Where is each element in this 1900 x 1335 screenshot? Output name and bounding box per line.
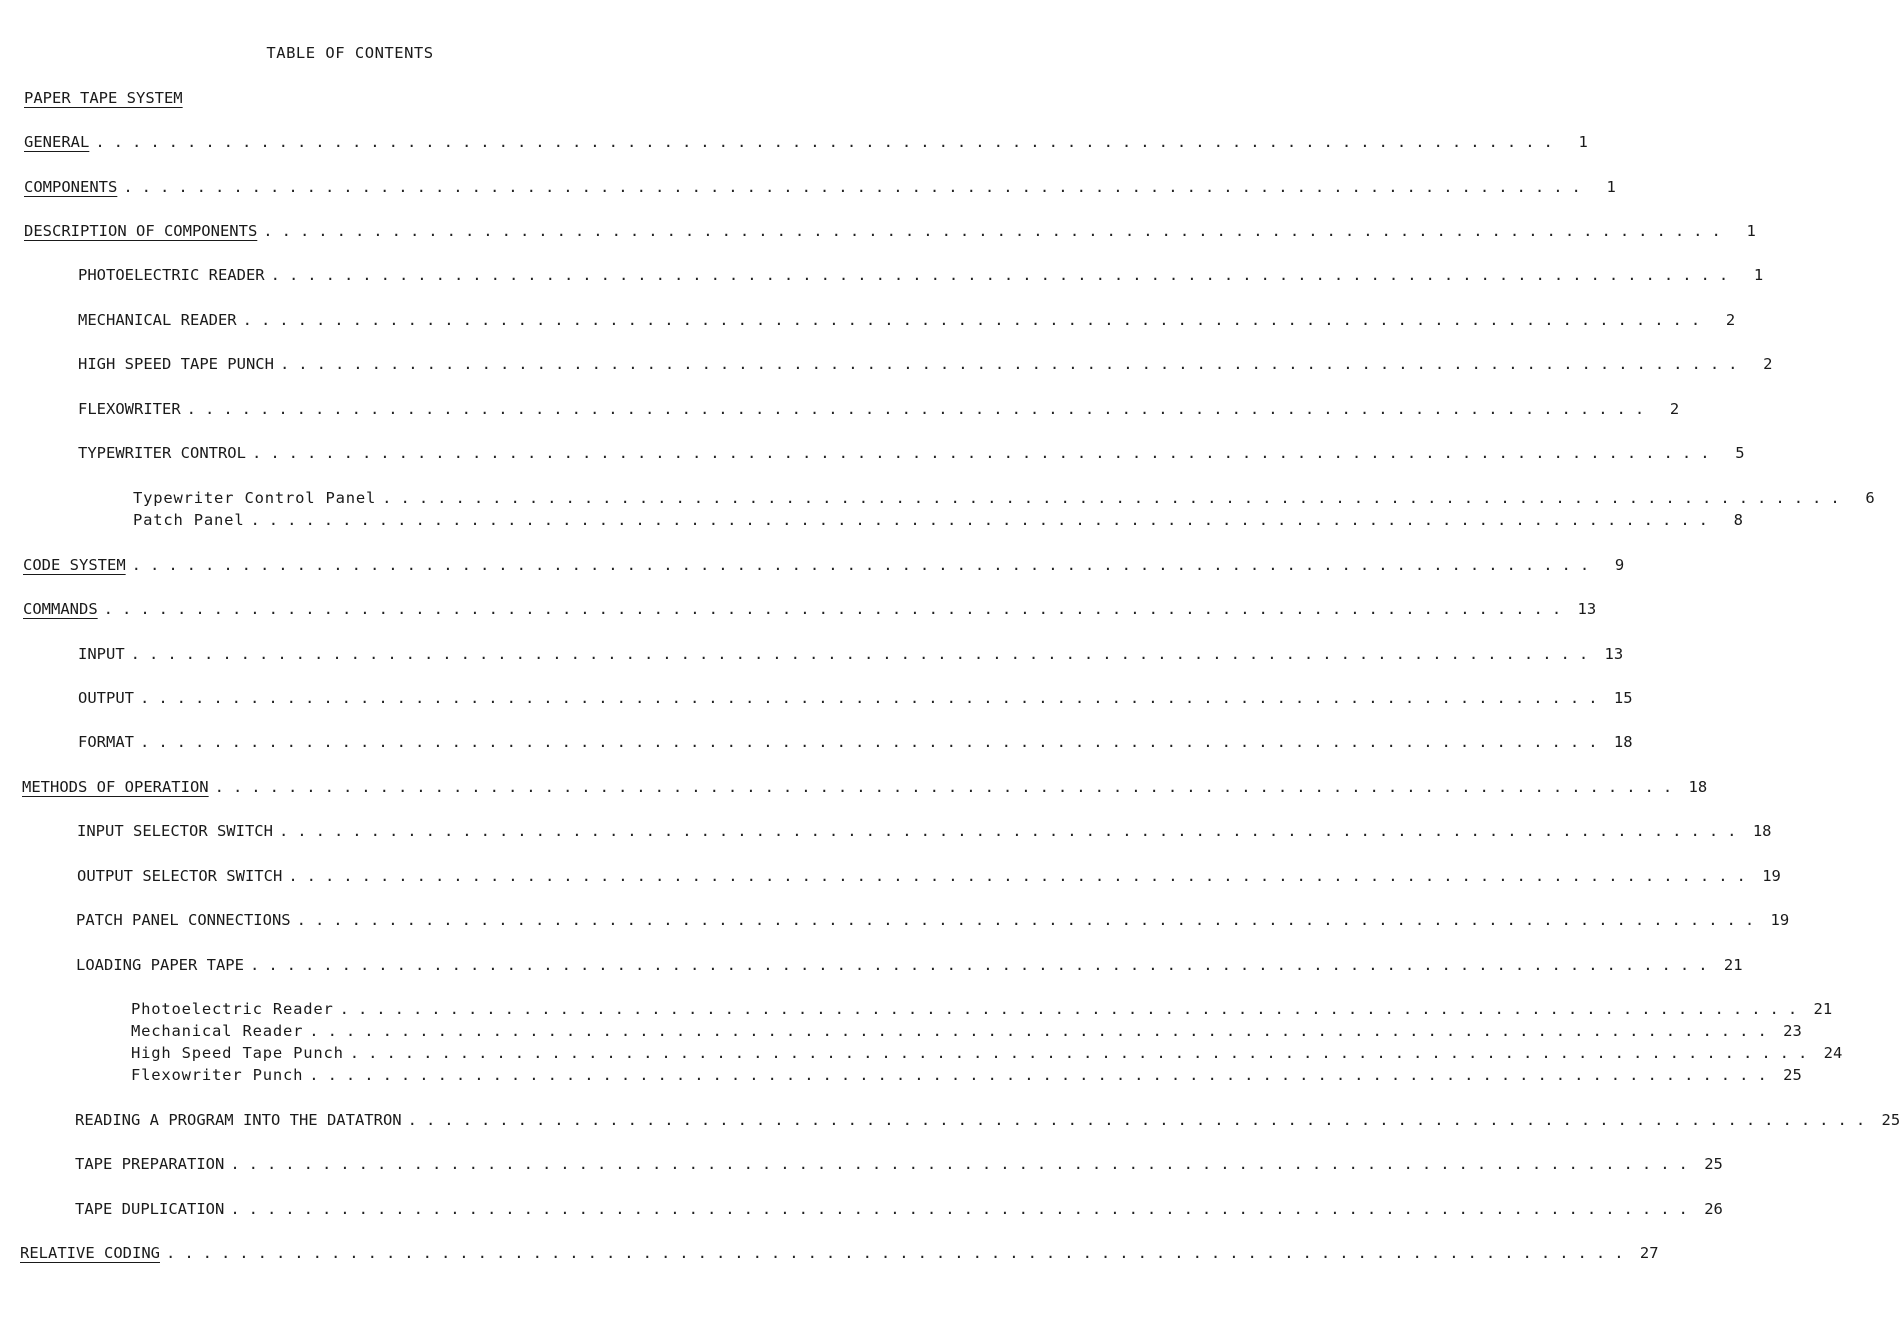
toc-page-number: 1 — [1746, 222, 1756, 240]
toc-entry-label: TAPE PREPARATION — [75, 1155, 225, 1173]
dot-leader: ................................................................................ — [296, 911, 1764, 929]
toc-entry-label: PATCH PANEL CONNECTIONS — [76, 911, 291, 929]
toc-page-number: 26 — [1704, 1200, 1723, 1218]
toc-entry[interactable] — [75, 1111, 1900, 1131]
toc-entry-label: HIGH SPEED TAPE PUNCH — [78, 355, 274, 373]
toc-entry[interactable] — [131, 1022, 1802, 1042]
toc-page-number: 1 — [1753, 266, 1764, 284]
dot-leader: ................................................................................ — [309, 1066, 1776, 1084]
toc-entry-label: RELATIVE CODING — [20, 1244, 160, 1262]
dot-leader: ................................................................................ — [339, 1000, 1807, 1018]
toc-page-number: 9 — [1614, 556, 1625, 574]
toc-entry[interactable] — [24, 222, 1756, 242]
toc-page-number: 15 — [1613, 689, 1633, 707]
toc-entry[interactable] — [75, 1200, 1723, 1220]
toc-page-number: 25 — [1881, 1111, 1900, 1129]
toc-entry[interactable] — [76, 911, 1790, 931]
toc-entry-label: Photoelectric Reader — [131, 1000, 334, 1018]
toc-page-number: 25 — [1783, 1066, 1802, 1084]
toc-entry-label: Flexowriter Punch — [131, 1066, 304, 1084]
toc-entry[interactable] — [78, 733, 1633, 753]
dot-leader: ................................................................................ — [309, 1022, 1776, 1040]
toc-page-number: 23 — [1783, 1022, 1802, 1040]
dot-leader: ................................................................................ — [230, 1200, 1697, 1218]
toc-page-number: 18 — [1752, 822, 1772, 840]
page-title: TABLE OF CONTENTS — [266, 44, 434, 62]
dot-leader: ................................................................................ — [407, 1111, 1875, 1129]
toc-entry-label: TAPE DUPLICATION — [75, 1200, 225, 1218]
dot-leader: ................................................................................ — [95, 133, 1562, 151]
dot-leader: ................................................................................ — [382, 489, 1849, 507]
dot-leader: ................................................................................ — [349, 1044, 1817, 1062]
toc-page-number: 2 — [1725, 311, 1736, 329]
toc-entry[interactable] — [22, 778, 1708, 798]
dot-leader: ................................................................................ — [278, 822, 1746, 840]
toc-page-number: 21 — [1723, 956, 1743, 974]
toc-entry-label: FORMAT — [78, 733, 134, 751]
toc-entry[interactable] — [23, 556, 1625, 576]
dot-leader: ................................................................................ — [242, 311, 1710, 329]
toc-entry[interactable] — [133, 489, 1875, 509]
toc-entry[interactable] — [75, 1155, 1723, 1175]
toc-page-number: 13 — [1604, 645, 1624, 663]
toc-page-number: 24 — [1823, 1044, 1843, 1062]
toc-entry-label: MECHANICAL READER — [78, 311, 237, 329]
toc-page-number: 5 — [1735, 444, 1745, 462]
dot-leader: ................................................................................ — [230, 1155, 1697, 1173]
toc-entry[interactable] — [131, 1044, 1843, 1064]
toc-entry-label: READING A PROGRAM INTO THE DATATRON — [75, 1111, 402, 1129]
dot-leader: ................................................................................ — [140, 733, 1607, 751]
toc-entry-label: Mechanical Reader — [131, 1022, 304, 1040]
toc-entry[interactable] — [24, 133, 1588, 153]
toc-entry[interactable] — [78, 266, 1764, 286]
toc-entry-label: OUTPUT SELECTOR SWITCH — [77, 867, 283, 885]
dot-leader: ................................................................................ — [270, 266, 1738, 284]
toc-entry-label: CODE SYSTEM — [23, 556, 126, 574]
toc-page-number: 1 — [1578, 133, 1588, 151]
toc-entry[interactable] — [133, 511, 1743, 531]
toc-page-number: 6 — [1865, 489, 1875, 507]
toc-entry[interactable] — [78, 645, 1624, 665]
section-heading: PAPER TAPE SYSTEM — [24, 89, 183, 107]
toc-entry[interactable] — [23, 600, 1597, 620]
toc-entry[interactable] — [131, 1066, 1802, 1086]
toc-page-number: 8 — [1733, 511, 1743, 529]
dot-leader: ................................................................................ — [214, 778, 1682, 796]
toc-entry[interactable] — [78, 311, 1736, 331]
toc-entry-label: DESCRIPTION OF COMPONENTS — [24, 222, 258, 240]
toc-entry-label: LOADING PAPER TAPE — [76, 956, 244, 974]
dot-leader: ................................................................................ — [186, 400, 1654, 418]
dot-leader: ................................................................................ — [123, 178, 1590, 196]
toc-page-number: 2 — [1763, 355, 1773, 373]
toc-entry[interactable] — [78, 400, 1680, 420]
toc-entry[interactable] — [24, 178, 1616, 198]
toc-page-number: 21 — [1813, 1000, 1833, 1018]
toc-entry[interactable] — [77, 822, 1772, 842]
toc-entry-label: High Speed Tape Punch — [131, 1044, 344, 1062]
toc-entry[interactable] — [20, 1244, 1659, 1264]
toc-page-number: 19 — [1770, 911, 1790, 929]
dot-leader: ................................................................................ — [263, 222, 1730, 240]
toc-entry-label: PHOTOELECTRIC READER — [78, 266, 265, 284]
toc-entry-label: OUTPUT — [78, 689, 134, 707]
toc-entry-label: Typewriter Control Panel — [133, 489, 377, 507]
dot-leader: ................................................................................ — [131, 556, 1599, 574]
toc-entry-label: GENERAL — [24, 133, 90, 151]
toc-entry-label: COMMANDS — [23, 600, 98, 618]
toc-entry-label: TYPEWRITER CONTROL — [78, 444, 246, 462]
toc-entry[interactable] — [78, 355, 1773, 375]
toc-page-number: 19 — [1762, 867, 1781, 885]
toc-entry-label: FLEXOWRITER — [78, 400, 181, 418]
dot-leader: ................................................................................ — [279, 355, 1747, 373]
toc-page-number: 1 — [1606, 178, 1616, 196]
toc-entry-label: INPUT SELECTOR SWITCH — [77, 822, 273, 840]
toc-page-number: 18 — [1613, 733, 1633, 751]
toc-entry[interactable] — [131, 1000, 1833, 1020]
toc-page-number: 18 — [1688, 778, 1708, 796]
dot-leader: ................................................................................ — [251, 444, 1719, 462]
toc-entry-label: COMPONENTS — [24, 178, 118, 196]
toc-entry-label: Patch Panel — [133, 511, 245, 529]
dot-leader: ................................................................................ — [140, 689, 1607, 707]
toc-entry-label: INPUT — [78, 645, 125, 663]
dot-leader: ................................................................................ — [103, 600, 1571, 618]
toc-entry[interactable] — [78, 444, 1745, 464]
toc-page-number: 2 — [1669, 400, 1680, 418]
toc-entry[interactable] — [78, 689, 1633, 709]
dot-leader: ................................................................................ — [130, 645, 1598, 663]
toc-entry[interactable] — [76, 956, 1743, 976]
dot-leader: ................................................................................ — [165, 1244, 1633, 1262]
dot-leader: ................................................................................ — [250, 511, 1717, 529]
toc-entry[interactable] — [77, 867, 1781, 887]
toc-entry-label: METHODS OF OPERATION — [22, 778, 209, 796]
dot-leader: ................................................................................ — [249, 956, 1717, 974]
toc-page-number: 13 — [1577, 600, 1597, 618]
toc-page-number: 25 — [1704, 1155, 1723, 1173]
dot-leader: ................................................................................ — [288, 867, 1755, 885]
toc-page-number: 27 — [1639, 1244, 1659, 1262]
